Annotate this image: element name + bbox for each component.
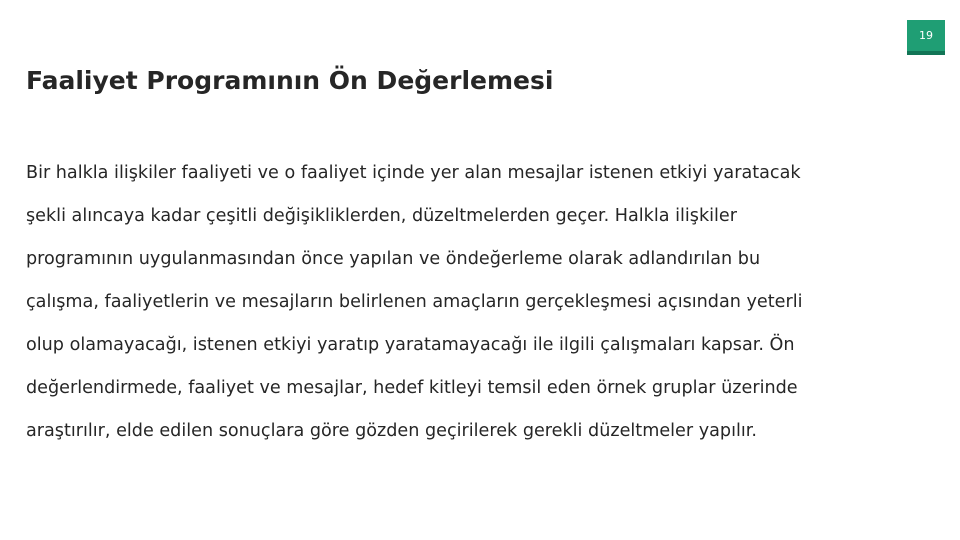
body-line: olup olamayacağı, istenen etkiyi yaratıp yaratamayacağı ile ilgili çalışmaları kapsar. Ön bbox=[26, 335, 795, 355]
body-line: çalışma, faaliyetlerin ve mesajların belirlenen amaçların gerçekleşmesi açısından yeterli bbox=[26, 292, 803, 312]
body-line: programının uygulanmasından önce yapılan ve öndeğerleme olarak adlandırılan bu bbox=[26, 249, 761, 269]
slide-title: Faaliyet Programının Ön Değerlemesi bbox=[26, 66, 554, 95]
page-number-badge: 19 bbox=[907, 20, 945, 55]
body-line: araştırılır, elde edilen sonuçlara göre gözden geçirilerek gerekli düzeltmeler yapılır. bbox=[26, 421, 757, 441]
body-line: Bir halkla ilişkiler faaliyeti ve o faaliyet içinde yer alan mesajlar istenen etkiyi yaratacak bbox=[26, 163, 801, 183]
slide-body-text bbox=[26, 152, 906, 453]
body-line: şekli alıncaya kadar çeşitli değişikliklerden, düzeltmelerden geçer. Halkla ilişkiler bbox=[26, 206, 737, 226]
body-line: değerlendirmede, faaliyet ve mesajlar, hedef kitleyi temsil eden örnek gruplar üzerinde bbox=[26, 378, 798, 398]
